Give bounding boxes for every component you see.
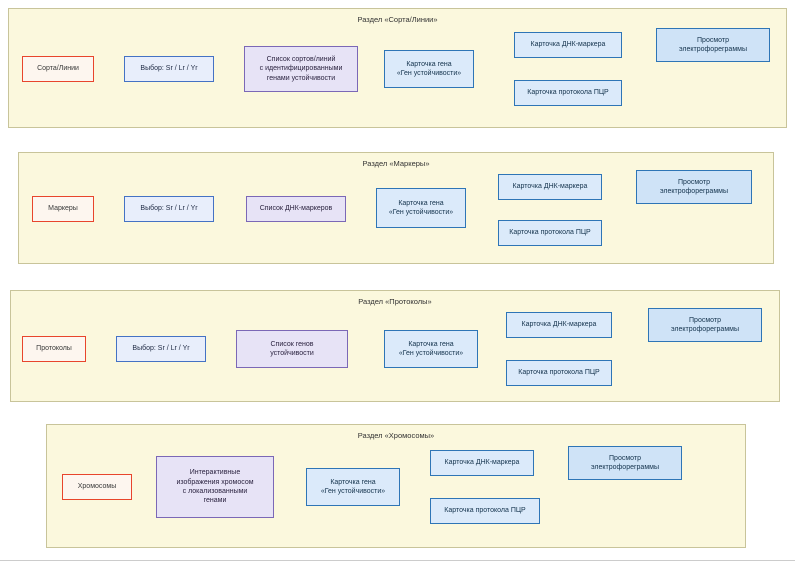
node-label: Маркеры [48,205,78,213]
node-label: Карточка ДНК-маркера [444,459,520,467]
node-label: Список сортов/линий с идентифицированными генами устойчивости [259,55,343,82]
gene-card-node[interactable] [384,50,474,88]
choice-node[interactable] [124,196,214,222]
start-node[interactable] [22,336,86,362]
section-title: Раздел «Маркеры» [362,159,430,168]
electrophoregram-view-node[interactable] [656,28,770,62]
node-label: Выбор: Sr / Lr / Yr [132,345,190,353]
choice-node[interactable] [124,56,214,82]
node-label: Карточка ДНК-маркера [530,41,606,49]
node-label: Карточка ДНК-маркера [521,321,597,329]
node-label: Протоколы [36,345,72,353]
dna-marker-card-node[interactable] [498,174,602,200]
chromosome-image-node[interactable] [156,456,274,518]
node-label: Карточка гена «Ген устойчивости» [398,340,464,357]
list-node[interactable] [246,196,346,222]
node-label: Карточка гена «Ген устойчивости» [388,199,454,216]
dna-marker-card-node[interactable] [430,450,534,476]
section-title: Раздел «Сорта/Линии» [357,15,438,24]
node-label: Карточка протокола ПЦР [509,229,591,237]
node-label: Хромосомы [77,483,117,491]
node-label: Карточка гена «Ген устойчивости» [396,60,462,77]
node-label: Карточка гена «Ген устойчивости» [320,478,386,495]
bottom-divider [0,560,795,561]
section-title: Раздел «Хромосомы» [357,431,435,440]
gene-card-node[interactable] [384,330,478,368]
node-label: Сорта/Линии [37,65,79,73]
start-node[interactable] [22,56,94,82]
gene-card-node[interactable] [376,188,466,228]
node-label: Выбор: Sr / Lr / Yr [140,205,198,213]
node-label: Просмотр электрофореграммы [671,316,739,333]
node-label: Карточка протокола ПЦР [518,369,600,377]
node-label: Выбор: Sr / Lr / Yr [140,65,198,73]
pcr-protocol-card-node[interactable] [498,220,602,246]
node-label: Просмотр электрофореграммы [591,454,659,471]
pcr-protocol-card-node[interactable] [506,360,612,386]
node-label: Карточка протокола ПЦР [527,89,609,97]
electrophoregram-view-node[interactable] [568,446,682,480]
electrophoregram-view-node[interactable] [636,170,752,204]
start-node[interactable] [32,196,94,222]
pcr-protocol-card-node[interactable] [514,80,622,106]
gene-card-node[interactable] [306,468,400,506]
node-label: Карточка протокола ПЦР [444,507,526,515]
pcr-protocol-card-node[interactable] [430,498,540,524]
electrophoregram-view-node[interactable] [648,308,762,342]
choice-node[interactable] [116,336,206,362]
dna-marker-card-node[interactable] [506,312,612,338]
node-label: Просмотр электрофореграммы [679,36,747,53]
list-node[interactable] [244,46,358,92]
list-node[interactable] [236,330,348,368]
node-label: Карточка ДНК-маркера [512,183,588,191]
start-node[interactable] [62,474,132,500]
node-label: Интерактивные изображения хромосом с локализованными генами [176,469,254,505]
node-label: Список ДНК-маркеров [259,205,333,213]
node-label: Просмотр электрофореграммы [660,178,728,195]
node-label: Список генов устойчивости [270,340,314,357]
section-title: Раздел «Протоколы» [358,297,432,306]
dna-marker-card-node[interactable] [514,32,622,58]
